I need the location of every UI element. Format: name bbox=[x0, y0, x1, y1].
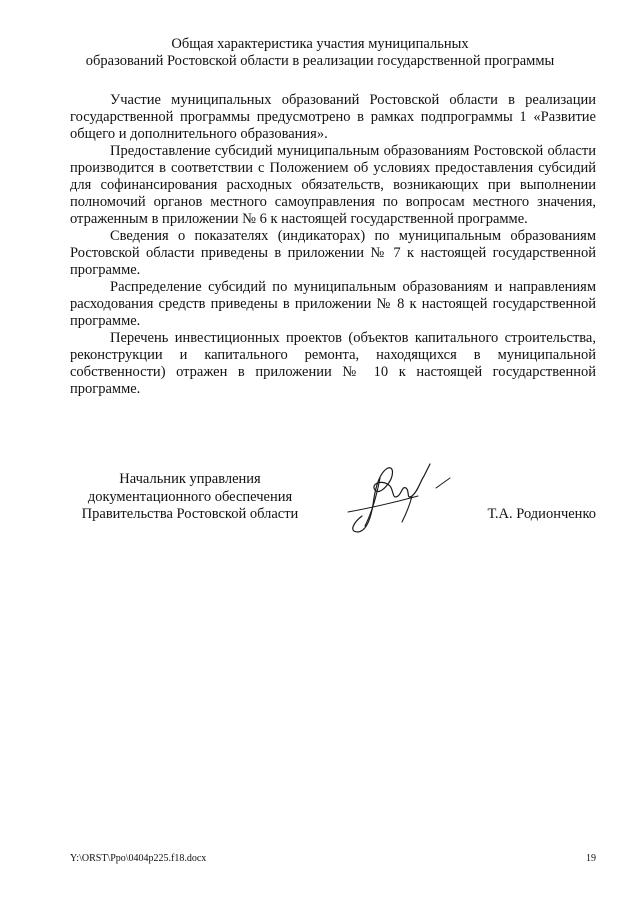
document-body bbox=[70, 92, 596, 398]
handwritten-signature bbox=[340, 458, 455, 538]
document-title bbox=[40, 36, 600, 70]
signatory-name: Т.А. Родионченко bbox=[487, 506, 596, 522]
paragraph-indicators: Сведения о показателях (индикаторах) по муниципальным образованиям Ростовской области приведены в приложении № 7 к настоящей государственной программе. bbox=[70, 228, 596, 278]
position-line-1: Начальник управления bbox=[119, 471, 261, 487]
paragraph-investment-projects: Перечень инвестиционных проектов (объектов капитального строительства, реконструкции и капитального ремонта, находящихся в муниципальной собственности) отражен в приложении № 10 к настоящей государственной программе. bbox=[70, 330, 596, 397]
title-line-2: образований Ростовской области в реализации государственной программы bbox=[85, 53, 555, 69]
title-line-1: Общая характеристика участия муниципальных bbox=[171, 36, 469, 52]
signatory-position bbox=[70, 471, 310, 524]
paragraph-distribution: Распределение субсидий по муниципальным образованиям и направлениям расходования средств приведены в приложении № 8 к настоящей государственной программе. bbox=[70, 279, 596, 329]
paragraph-subsidies: Предоставление субсидий муниципальным образованиям Ростовской области производится в соответствии с Положением об условиях предоставления субсидий для софинансирования расходных обязательств, возникающих при выполнении полномочий органов местного самоуправления по вопросам местного значения, отраженным в приложении № 6 к настоящей государственной программе. bbox=[70, 143, 596, 227]
paragraph-participation: Участие муниципальных образований Ростовской области в реализации государственной программы предусмотрено в рамках подпрограммы 1 «Развитие общего и дополнительного образования». bbox=[70, 92, 596, 142]
page-number: 19 bbox=[586, 853, 596, 864]
file-path: Y:\ORST\Ppo\0404p225.f18.docx bbox=[70, 853, 207, 864]
position-line-3: Правительства Ростовской области bbox=[81, 506, 299, 522]
position-line-2: документационного обеспечения bbox=[87, 488, 293, 505]
